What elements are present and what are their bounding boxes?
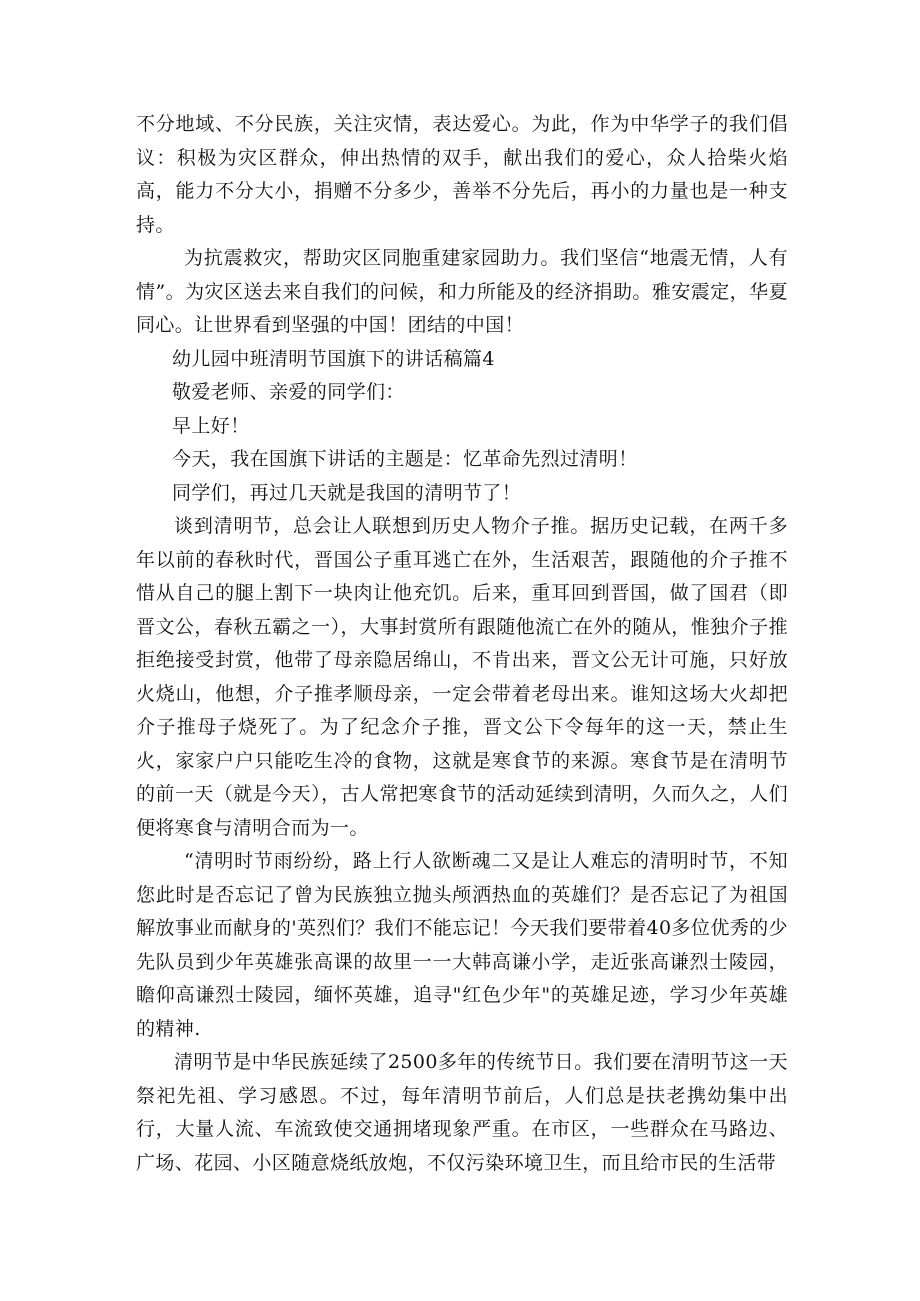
paragraph-earthquake-relief: 为抗震救灾，帮助灾区同胞重建家园助力。我们坚信“地震无情，人有情”。为灾区送去来自我们的问候，和力所能及的经济捐助。雅安震定，华夏同心。让世界看到坚强的中国！团结的中国！: [136, 247, 788, 336]
paragraph-remembrance: “清明时节雨纷纷，路上行人欲断魂二又是让人难忘的清明时节，不知您此时是否忘记了曾为民族独立抛头颅洒热血的英雄们？是否忘记了为祖国解放事业而献身的'英烈们？我们不能忘记！今天我们要带着40多位优秀的少先队员到少年英雄张高课的故里一一大韩高谦小学，走近张高谦烈士陵园，瞻仰高谦烈士陵园，缅怀英雄，追寻"红色少年"的英雄足迹，学习少年英雄的精神.: [136, 850, 788, 1040]
speech-title: 幼儿园中班清明节国旗下的讲话稿篇4: [172, 347, 495, 370]
speech-topic: 今天，我在国旗下讲话的主题是：忆革命先烈过清明！: [172, 448, 638, 470]
speech-salutation: 敬爱老师、亲爱的同学们：: [172, 381, 405, 403]
paragraph-jie-zitui-story: 谈到清明节，总会让人联想到历史人物介子推。据历史记载，在两千多年以前的春秋时代，晋国公子重耳逃亡在外，生活艰苦，跟随他的介子推不惜从自己的腿上割下一块肉让他充饥。后来，重耳回到晋国，做了国君（即晋文公，春秋五霸之一），大事封赏所有跟随他流亡在外的随从，惟独介子推拒绝接受封赏，他带了母亲隐居绵山，不肯出来，晋文公无计可施，只好放火烧山，他想，介子推孝顺母亲，一定会带着老母出来。谁知这场大火却把介子推母子烧死了。为了纪念介子推，晋文公下令每年的这一天，禁止生火，家家户户只能吃生冷的食物，这就是寒食节的来源。寒食节是在清明节的前一天（就是今天），古人常把寒食节的活动延续到清明，久而久之，人们便将寒食与清明合而为一。: [136, 515, 788, 839]
speech-intro: 同学们，再过几天就是我国的清明节了！: [172, 481, 522, 504]
paragraph-tradition: 清明节是中华民族延续了2500多年的传统节日。我们要在清明节这一天祭祀先祖、学习感恩。不过，每年清明节前后，人们总是扶老携幼集中出行，大量人流、车流致使交通拥堵现象严重。在市区，一些群众在马路边、广场、花园、小区随意烧纸放炮，不仅污染环境卫生，而且给市民的生活带: [136, 1051, 788, 1174]
speech-greeting: 早上好！: [172, 414, 250, 437]
paragraph-donation-appeal: 不分地域、不分民族，关注灾情，表达爱心。为此，作为中华学子的我们倡议：积极为灾区群众，伸出热情的双手，献出我们的爱心，众人拾柴火焰高，能力不分大小，捐赠不分多少，善举不分先后，再小的力量也是一种支持。: [136, 113, 788, 236]
